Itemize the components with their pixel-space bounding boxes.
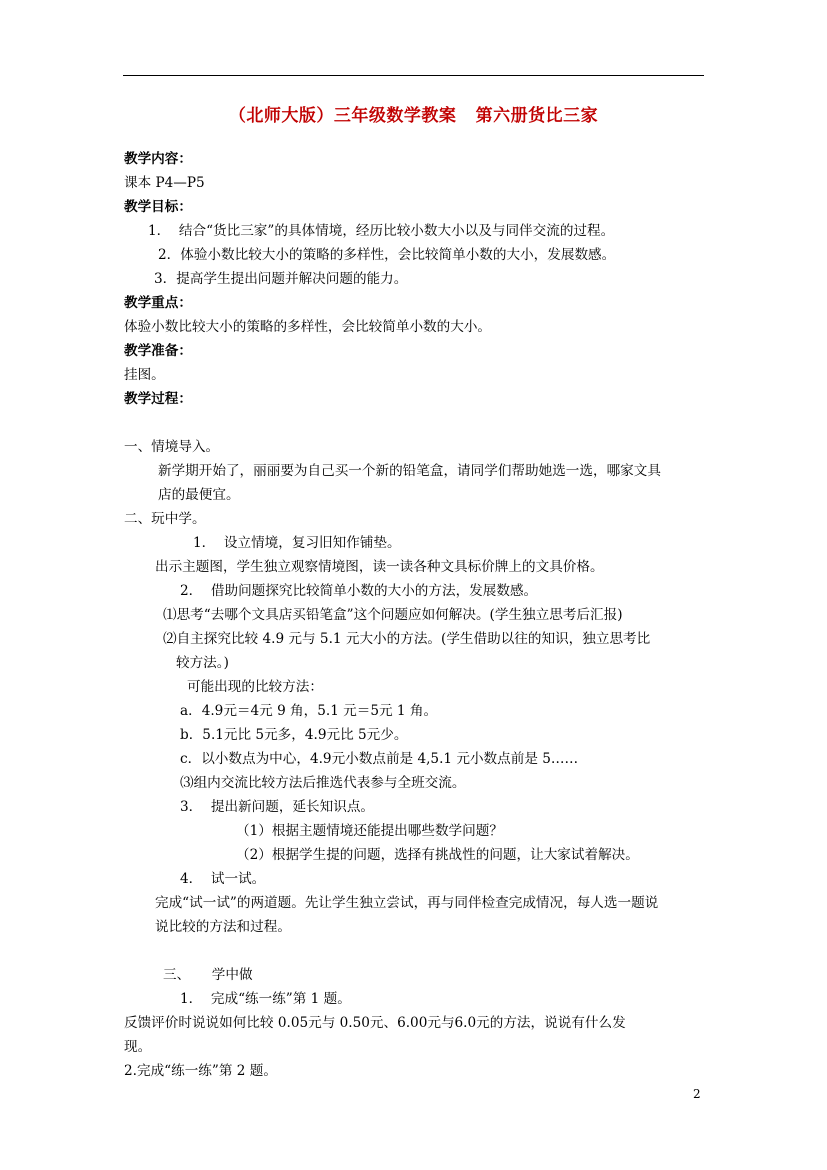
- section-2-methods-label: 可能出现的比较方法：: [187, 679, 323, 695]
- goal-3: 3．提高学生提出问题并解决问题的能力。: [154, 271, 408, 287]
- section-2-method-a: a．4.9元＝4元 9 角，5.1 元＝5元 1 角。: [180, 703, 438, 719]
- section-3-line-1: 反馈评价时说说如何比较 0.05元与 0.50元、6.00元与6.0元的方法，说说有什么发: [124, 1015, 626, 1031]
- section-2-title: 二、玩中学。: [124, 511, 206, 527]
- page-number: 2: [693, 1087, 701, 1101]
- goal-1: 1． 结合“货比三家”的具体情境，经历比较小数大小以及与同伴交流的过程。: [148, 223, 615, 239]
- section-2-item-2-line-1: ⑵自主探究比较 4.9 元与 5.1 元大小的方法。(学生借助以往的知识，独立思考比: [163, 631, 651, 647]
- section-2-item-2-line-2: 较方法。): [176, 655, 229, 671]
- section-2-question-1: （1）根据主题情境还能提出哪些数学问题？: [236, 823, 503, 839]
- key-text: 体验小数比较大小的策略的多样性，会比较简单小数的大小。: [124, 319, 492, 335]
- section-1-paragraph-line-1: 新学期开始了，丽丽要为自己买一个新的铅笔盒，请同学们帮助她选一选，哪家文具: [158, 463, 661, 479]
- section-2-step-4: 4． 试一试。: [180, 871, 266, 887]
- heading-content: 教学内容：: [124, 151, 192, 167]
- heading-prep: 教学准备：: [124, 343, 192, 359]
- heading-goals: 教学目标：: [124, 199, 192, 215]
- section-2-step-4-line-2: 说比较的方法和过程。: [155, 919, 291, 935]
- heading-process: 教学过程：: [124, 391, 192, 407]
- section-2-step-1-text: 出示主题图，学生独立观察情境图，读一读各种文具标价牌上的文具价格。: [155, 559, 604, 575]
- document-title: （北师大版）三年级数学教案 第六册货比三家: [228, 106, 599, 126]
- section-2-step-4-line-1: 完成“试一试”的两道题。先让学生独立尝试，再与同伴检查完成情况，每人选一题说: [155, 895, 659, 911]
- prep-text: 挂图。: [124, 367, 165, 383]
- heading-key: 教学重点：: [124, 295, 192, 311]
- section-2-step-3: 3． 提出新问题，延长知识点。: [180, 799, 375, 815]
- content-text: 课本 P4—P5: [124, 175, 205, 191]
- section-2-item-1: ⑴思考“去哪个文具店买铅笔盒”这个问题应如何解决。(学生独立思考后汇报): [163, 607, 623, 623]
- section-2-method-b: b．5.1元比 5元多，4.9元比 5元少。: [180, 727, 408, 743]
- section-3-line-2: 现。: [124, 1039, 152, 1055]
- section-2-step-2: 2． 借助问题探究比较简单小数的大小的方法，发展数感。: [180, 583, 538, 599]
- section-2-method-c: c．以小数点为中心，4.9元小数点前是 4,5.1 元小数点前是 5……: [180, 751, 579, 767]
- section-3-step-1: 1． 完成“练一练”第 1 题。: [180, 991, 351, 1007]
- section-3-step-2: 2.完成“练一练”第 2 题。: [124, 1063, 277, 1079]
- section-2-step-1: 1． 设立情境，复习旧知作铺垫。: [193, 535, 401, 551]
- section-2-item-3: ⑶组内交流比较方法后推选代表参与全班交流。: [180, 775, 466, 791]
- goal-2: 2．体验小数比较大小的策略的多样性，会比较简单小数的大小，发展数感。: [158, 247, 616, 263]
- section-1-paragraph-line-2: 店的最便宜。: [158, 487, 240, 503]
- section-3-title: 三、 学中做: [163, 967, 253, 983]
- header-rule: [123, 75, 704, 76]
- section-1-title: 一、情境导入。: [124, 439, 220, 455]
- section-2-question-2: （2）根据学生提的问题，选择有挑战性的问题，让大家试着解决。: [236, 847, 639, 863]
